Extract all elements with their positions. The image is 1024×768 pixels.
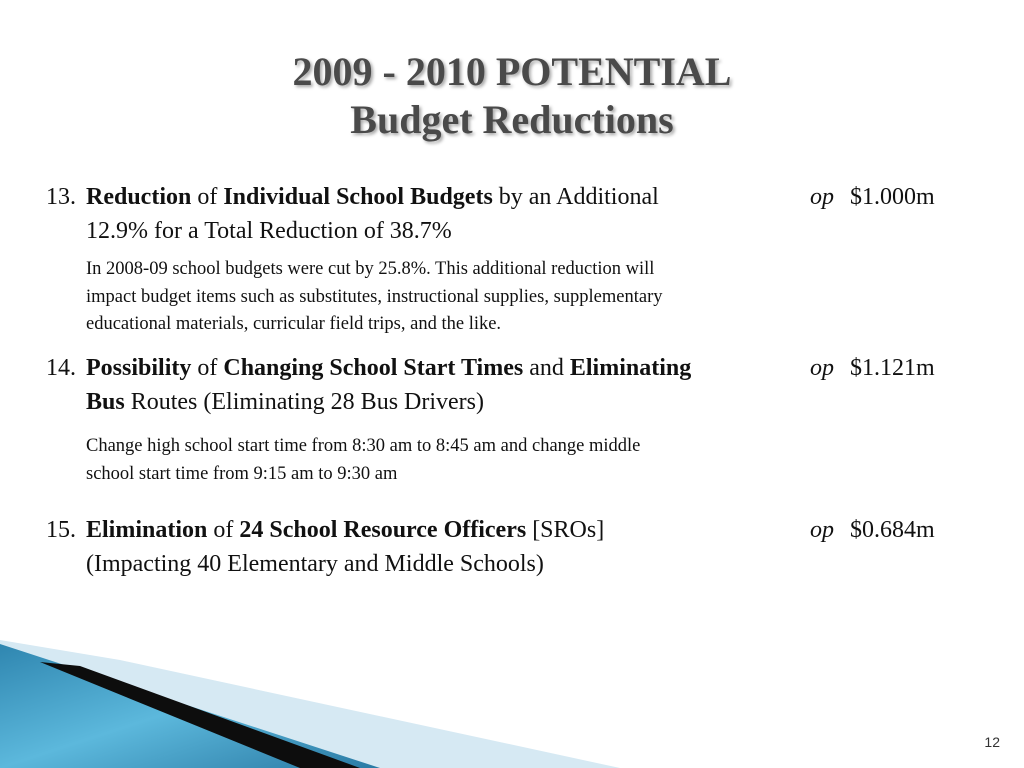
item-text-segment: 12.9% for a Total Reduction of 38.7%	[86, 218, 452, 244]
item-text-segment: [SROs]	[526, 517, 605, 543]
item-text-segment: of	[191, 355, 224, 381]
item-description	[86, 180, 804, 248]
item-op-label: op	[810, 184, 834, 210]
item-note-line: Change high school start time from 8:30 am to 8:45 am and change middle	[86, 436, 641, 456]
item-note-line: school start time from 9:15 am to 9:30 am	[86, 463, 398, 484]
item-number: 14.	[46, 355, 76, 381]
item-text-segment: Eliminating	[569, 355, 692, 381]
item-text-segment: of	[191, 184, 224, 210]
item-text-segment: Possibility	[86, 355, 192, 381]
item-number: 15.	[46, 517, 76, 543]
item-line1	[86, 513, 804, 547]
item-amount: $0.684m	[850, 517, 935, 543]
item-amount: $1.121m	[850, 355, 935, 381]
item-description	[86, 513, 804, 581]
item-text-segment: Reduction	[86, 184, 192, 210]
slide-title-line1: 2009 - 2010 POTENTIAL	[292, 49, 732, 94]
item-text-segment: (Impacting 40 Elementary and Middle Schools)	[86, 551, 544, 577]
item-number: 13.	[46, 184, 76, 210]
item-text-segment: Elimination	[86, 517, 208, 543]
decorative-swoosh	[0, 600, 1024, 768]
item-line2	[86, 547, 804, 581]
item-note	[86, 256, 806, 339]
item-text-segment: Individual School Budgets	[223, 184, 493, 210]
slide-title-line2: Budget Reductions	[350, 97, 674, 142]
item-description	[86, 351, 804, 419]
item-note-line: In 2008-09 school budgets were cut by 25.8%. This additional reduction will	[86, 259, 655, 279]
item-line2	[86, 385, 804, 419]
item-text-segment: of	[207, 517, 240, 543]
item-op-label: op	[810, 355, 834, 381]
item-line2	[86, 214, 804, 248]
item-note	[86, 433, 806, 488]
item-text-segment: Bus	[86, 389, 125, 415]
item-text-segment: by an Additional	[492, 184, 659, 210]
slide-title	[0, 48, 1024, 144]
item-text-segment: Routes (Eliminating 28 Bus Drivers)	[124, 389, 484, 415]
item-op-label: op	[810, 517, 834, 543]
item-text-segment: and	[523, 355, 570, 381]
item-amount: $1.000m	[850, 184, 935, 210]
item-text-segment: Changing School Start Times	[223, 355, 524, 381]
item-line1	[86, 180, 804, 214]
item-note-line: educational materials, curricular field trips, and the like.	[86, 314, 502, 334]
page-number: 12	[984, 734, 1000, 750]
item-line1	[86, 351, 804, 385]
item-text-segment: 24 School Resource Officers	[239, 517, 527, 543]
item-note-line: impact budget items such as substitutes, instructional supplies, supplementary	[86, 286, 663, 307]
